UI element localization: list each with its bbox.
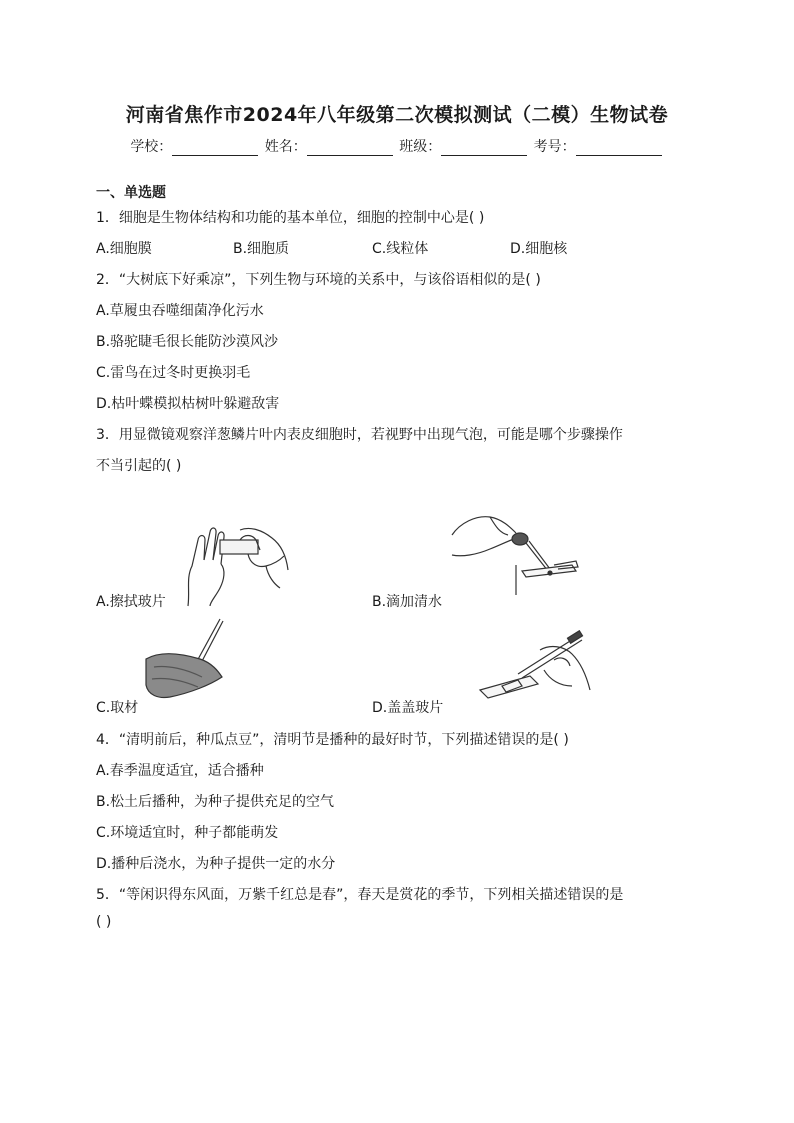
q3-option-d: D.盖盖玻片 <box>372 700 444 716</box>
school-blank[interactable] <box>172 141 258 156</box>
q4-option-a: A.春季温度适宜，适合播种 <box>96 763 264 779</box>
q3-option-b: B.滴加清水 <box>372 594 443 610</box>
q3-option-a: A.擦拭玻片 <box>96 594 166 610</box>
q4-option-c: C.环境适宜时，种子都能萌发 <box>96 825 279 841</box>
class-label: 班级： <box>399 139 442 155</box>
q3-option-c: C.取材 <box>96 700 139 716</box>
q2-option-c: C.雷鸟在过冬时更换羽毛 <box>96 365 251 381</box>
q2-option-d: D.枯叶蝶模拟枯树叶躲避敌害 <box>96 396 280 412</box>
name-label: 姓名： <box>264 139 307 155</box>
q5-stem-line2: ( ) <box>96 914 112 930</box>
wiping-slide-illustration <box>180 520 290 608</box>
q2-option-a: A.草履虫吞噬细菌净化污水 <box>96 303 264 319</box>
q4-stem: 4．“清明前后，种瓜点豆”，清明节是播种的最好时节，下列描述错误的是( ) <box>96 732 569 748</box>
q3-stem-line2: 不当引起的( ) <box>96 458 182 474</box>
number-label: 考号： <box>533 139 576 155</box>
cover-slip-illustration <box>460 630 595 710</box>
q1-stem: 1．细胞是生物体结构和功能的基本单位，细胞的控制中心是( ) <box>96 210 485 226</box>
q5-stem-line1: 5．“等闲识得东风面，万紫千红总是春”，春天是赏花的季节，下列相关描述错误的是 <box>96 887 624 903</box>
q1-option-c: C.线粒体 <box>372 241 429 257</box>
class-blank[interactable] <box>441 141 527 156</box>
q4-option-b: B.松土后播种，为种子提供充足的空气 <box>96 794 335 810</box>
student-info-row <box>0 136 794 156</box>
tweezers-sample-illustration <box>140 615 230 703</box>
number-blank[interactable] <box>576 141 662 156</box>
q1-option-a: A.细胞膜 <box>96 241 152 257</box>
school-label: 学校： <box>130 139 173 155</box>
q1-option-d: D.细胞核 <box>510 241 568 257</box>
q4-option-d: D.播种后浇水，为种子提供一定的水分 <box>96 856 336 872</box>
q3-stem-line1: 3．用显微镜观察洋葱鳞片叶内表皮细胞时，若视野中出现气泡，可能是哪个步骤操作 <box>96 427 623 443</box>
section-heading: 一、单选题 <box>96 185 166 201</box>
q1-option-b: B.细胞质 <box>233 241 290 257</box>
q2-stem: 2．“大树底下好乘凉”，下列生物与环境的关系中，与该俗语相似的是( ) <box>96 272 541 288</box>
dropper-water-illustration <box>450 505 585 600</box>
exam-title: 河南省焦作市2024年八年级第二次模拟测试（二模）生物试卷 <box>125 104 669 126</box>
name-blank[interactable] <box>307 141 393 156</box>
q2-option-b: B.骆驼睫毛很长能防沙漠风沙 <box>96 334 279 350</box>
